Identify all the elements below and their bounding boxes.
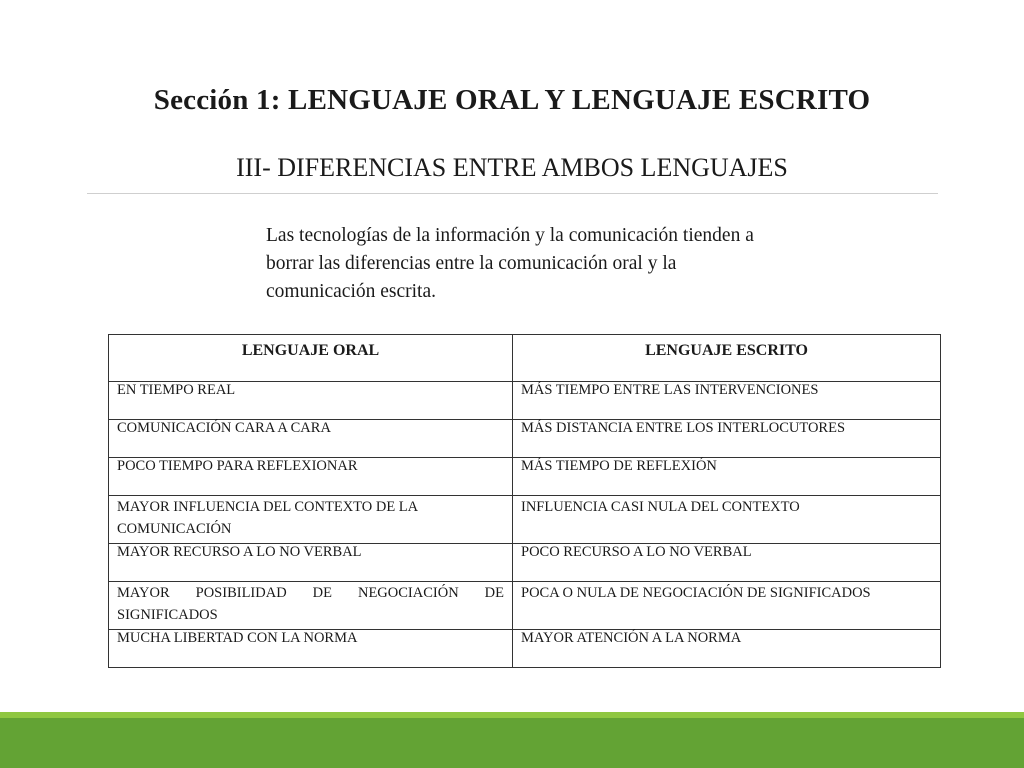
cell-oral: MAYOR RECURSO A LO NO VERBAL — [109, 544, 513, 582]
cell-oral: MUCHA LIBERTAD CON LA NORMA — [109, 630, 513, 668]
cell-escrito: INFLUENCIA CASI NULA DEL CONTEXTO — [513, 496, 941, 544]
table-row — [109, 544, 941, 582]
cell-oral: EN TIEMPO REAL — [109, 382, 513, 420]
header-escrito: LENGUAJE ESCRITO — [513, 335, 941, 382]
cell-oral: COMUNICACIÓN CARA A CARA — [109, 420, 513, 458]
footer-accent-bar — [0, 718, 1024, 768]
table-row — [109, 420, 941, 458]
intro-paragraph: Las tecnologías de la información y la comunicación tienden a borrar las diferencias entre la comunicación oral y la comunicación escrita. — [266, 225, 754, 302]
table-row — [109, 496, 941, 544]
table-row — [109, 458, 941, 496]
table-row — [109, 630, 941, 668]
cell-escrito: POCO RECURSO A LO NO VERBAL — [513, 544, 941, 582]
slide-subtitle: III- DIFERENCIAS ENTRE AMBOS LENGUAJES — [236, 153, 788, 182]
cell-escrito: MÁS DISTANCIA ENTRE LOS INTERLOCUTORES — [513, 420, 941, 458]
table-header-row — [109, 335, 941, 382]
table-row — [109, 382, 941, 420]
table-row — [109, 582, 941, 630]
cell-escrito: MAYOR ATENCIÓN A LA NORMA — [513, 630, 941, 668]
cell-oral: MAYOR INFLUENCIA DEL CONTEXTO DE LA COMUNICACIÓN — [109, 496, 513, 544]
cell-escrito: MÁS TIEMPO ENTRE LAS INTERVENCIONES — [513, 382, 941, 420]
comparison-table — [108, 334, 941, 668]
cell-escrito: POCA O NULA DE NEGOCIACIÓN DE SIGNIFICADOS — [513, 582, 941, 630]
header-oral: LENGUAJE ORAL — [109, 335, 513, 382]
cell-escrito: MÁS TIEMPO DE REFLEXIÓN — [513, 458, 941, 496]
divider — [87, 193, 938, 194]
cell-oral: POCO TIEMPO PARA REFLEXIONAR — [109, 458, 513, 496]
slide-title: Sección 1: LENGUAJE ORAL Y LENGUAJE ESCRITO — [153, 84, 871, 116]
cell-oral: MAYOR POSIBILIDAD DE NEGOCIACIÓN DE SIGNIFICADOS — [109, 582, 513, 630]
